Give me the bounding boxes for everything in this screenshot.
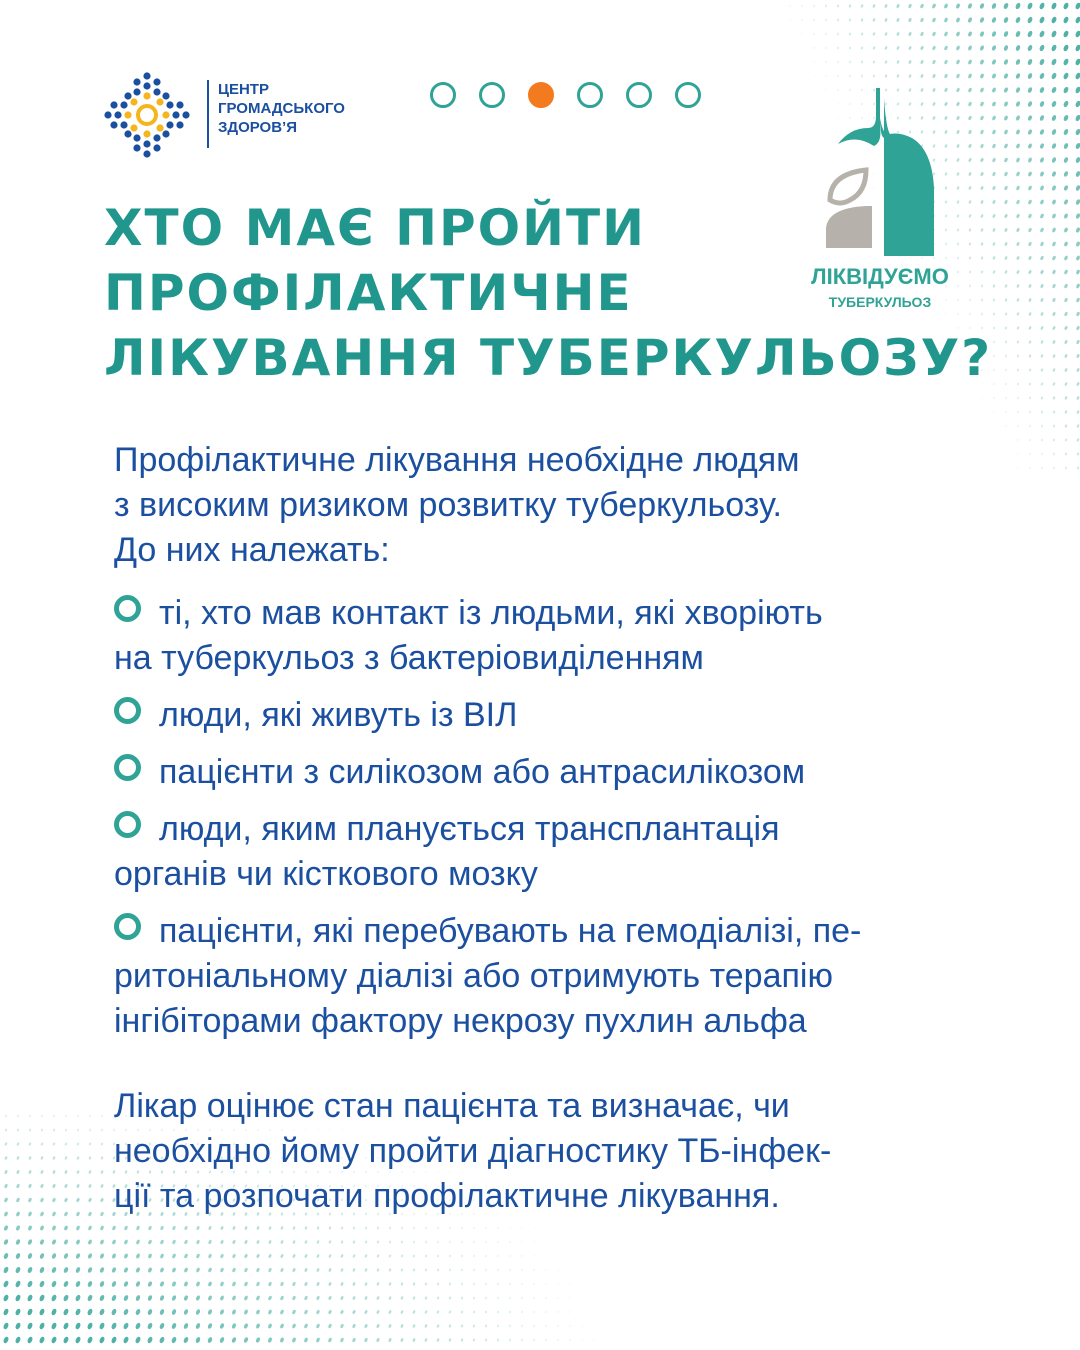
circle-bullet-icon	[114, 811, 141, 838]
pager-dot[interactable]	[626, 82, 652, 108]
circle-bullet-icon	[114, 913, 141, 940]
title-line: ХТО МАЄ ПРОЙТИ	[104, 199, 646, 257]
campaign-subtitle: ТУБЕРКУЛЬОЗ	[828, 294, 932, 310]
pager-dot[interactable]	[479, 82, 505, 108]
title-line: ЛІКУВАННЯ ТУБЕРКУЛЬОЗУ?	[104, 329, 993, 387]
public-health-center-emblem-icon	[104, 72, 190, 158]
org-name	[218, 80, 345, 137]
intro-line: До них належать:	[114, 531, 390, 569]
outro-line: ції та розпочати профілактичне лікування.	[114, 1177, 780, 1215]
list-item-text: органів чи кісткового мозку	[114, 855, 538, 893]
list-item	[114, 693, 1034, 738]
intro-line: з високим ризиком розвитку туберкульозу.	[114, 486, 782, 524]
pager-dot[interactable]	[675, 82, 701, 108]
page-title	[104, 196, 1004, 391]
org-name-line: ЗДОРОВ’Я	[218, 119, 298, 136]
carousel-pager	[430, 82, 701, 114]
list-item-text: люди, яким планується трансплантація	[159, 810, 780, 848]
org-name-line: ЦЕНТР	[218, 81, 269, 98]
list-item-text: люди, які живуть із ВІЛ	[159, 696, 518, 734]
list-item-text: пацієнти з силікозом або антрасилікозом	[159, 753, 806, 791]
outro-line: необхідно йому пройти діагностику ТБ-інфек-	[114, 1132, 832, 1170]
list-item-text: ритоніальному діалізі або отримують терапію	[114, 957, 833, 995]
main-content	[114, 438, 1034, 1219]
pager-dot[interactable]	[577, 82, 603, 108]
risk-group-list	[114, 591, 1034, 1044]
circle-bullet-icon	[114, 754, 141, 781]
org-name-line: ГРОМАДСЬКОГО	[218, 100, 345, 117]
list-item	[114, 807, 1034, 897]
logo-divider	[207, 80, 209, 148]
intro-line: Профілактичне лікування необхідне людям	[114, 441, 800, 479]
outro-paragraph	[114, 1084, 1034, 1219]
circle-bullet-icon	[114, 595, 141, 622]
list-item-text: на туберкульоз з бактеріовиділенням	[114, 639, 704, 677]
pager-dot[interactable]	[430, 82, 456, 108]
list-item	[114, 591, 1034, 681]
list-item-text: ті, хто мав контакт із людьми, які хворіють	[159, 594, 823, 632]
pager-dot-active[interactable]	[528, 82, 554, 108]
title-line: ПРОФІЛАКТИЧНЕ	[104, 264, 633, 322]
list-item	[114, 909, 1034, 1044]
outro-line: Лікар оцінює стан пацієнта та визначає, чи	[114, 1087, 790, 1125]
intro-paragraph	[114, 438, 1034, 573]
circle-bullet-icon	[114, 697, 141, 724]
list-item	[114, 750, 1034, 795]
org-logo	[104, 72, 354, 158]
list-item-text: пацієнти, які перебувають на гемодіалізі, пе-	[159, 912, 862, 950]
list-item-text: інгібіторами фактору некрозу пухлин альфа	[114, 1002, 807, 1040]
campaign-title: ЛІКВІДУЄМО	[811, 264, 949, 289]
